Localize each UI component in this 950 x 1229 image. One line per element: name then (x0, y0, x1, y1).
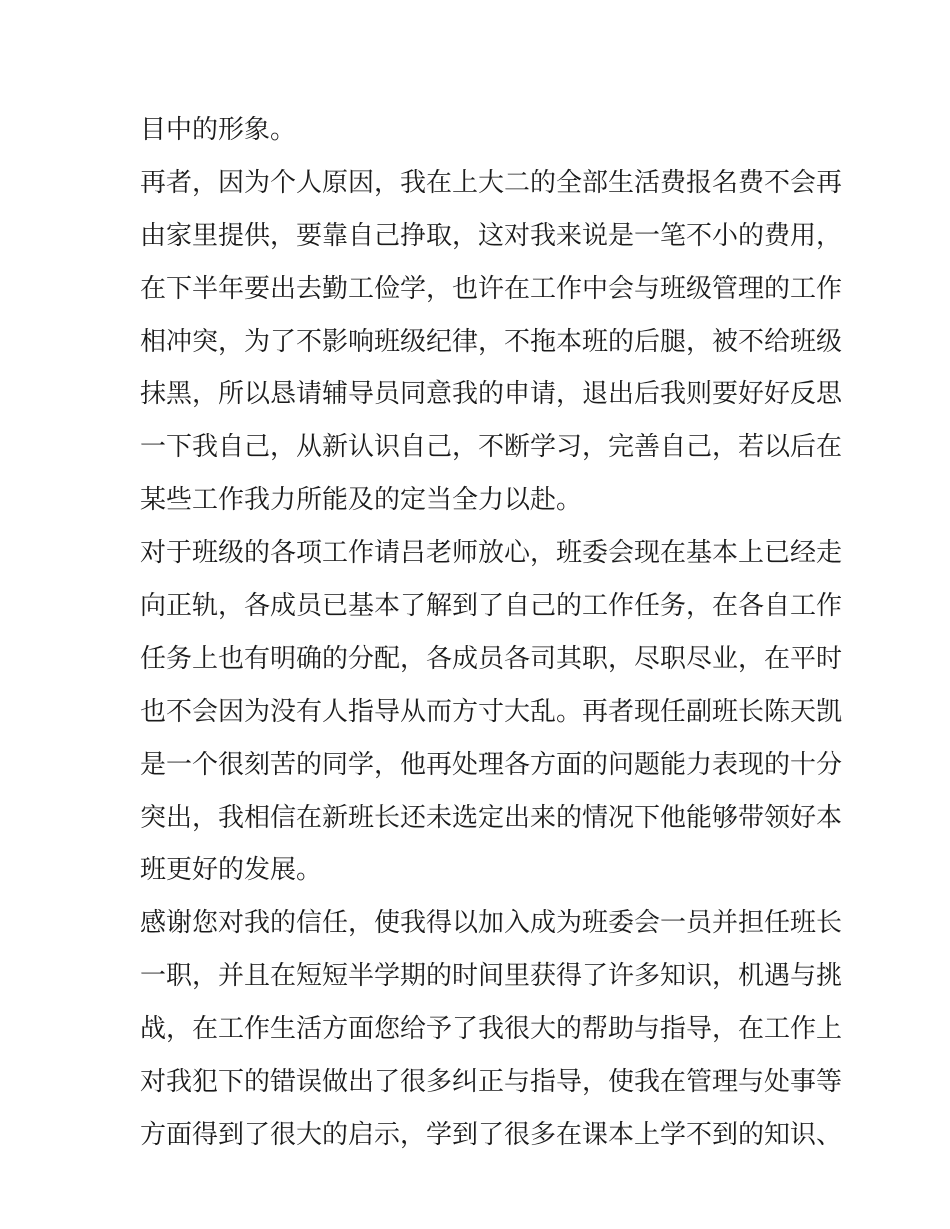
text-line: 一下我自己，从新认识自己，不断学习，完善自己，若以后在 (140, 432, 843, 463)
text-line: 感谢您对我的信任，使我得以加入成为班委会一员并担任班长 (140, 908, 843, 939)
text-line: 目中的形象。 (140, 115, 297, 145)
text-line: 战，在工作生活方面您给予了我很大的帮助与指导，在工作上 (140, 1014, 843, 1045)
text-line: 向正轨，各成员已基本了解到了自己的工作任务，在各自工作 (140, 591, 843, 622)
text-line: 相冲突，为了不影响班级纪律，不拖本班的后腿，被不给班级 (140, 326, 843, 357)
text-line: 在下半年要出去勤工俭学，也许在工作中会与班级管理的工作 (140, 273, 843, 304)
text-line: 对于班级的各项工作请吕老师放心，班委会现在基本上已经走 (140, 538, 843, 569)
text-line: 对我犯下的错误做出了很多纠正与指导，使我在管理与处事等 (140, 1067, 843, 1098)
text-line: 抹黑，所以恳请辅导员同意我的申请，退出后我则要好好反思 (140, 379, 843, 410)
text-line: 一职，并且在短短半学期的时间里获得了许多知识，机遇与挑 (140, 961, 843, 992)
text-line: 由家里提供，要靠自己挣取，这对我来说是一笔不小的费用， (140, 220, 843, 251)
text-line: 某些工作我力所能及的定当全力以赴。 (140, 485, 583, 516)
text-line: 班更好的发展。 (140, 855, 323, 886)
text-line: 任务上也有明确的分配，各成员各司其职，尽职尽业，在平时 (140, 643, 843, 674)
text-line: 突出，我相信在新班长还未选定出来的情况下他能够带领好本 (140, 802, 843, 833)
text-line: 方面得到了很大的启示，学到了很多在课本上学不到的知识、 (140, 1119, 843, 1150)
text-line: 是一个很刻苦的同学，他再处理各方面的问题能力表现的十分 (140, 749, 843, 780)
text-line: 再者，因为个人原因，我在上大二的全部生活费报名费不会再 (140, 167, 843, 198)
document-body (140, 107, 843, 1165)
text-line: 也不会因为没有人指导从而方寸大乱。再者现任副班长陈天凯 (140, 696, 843, 727)
